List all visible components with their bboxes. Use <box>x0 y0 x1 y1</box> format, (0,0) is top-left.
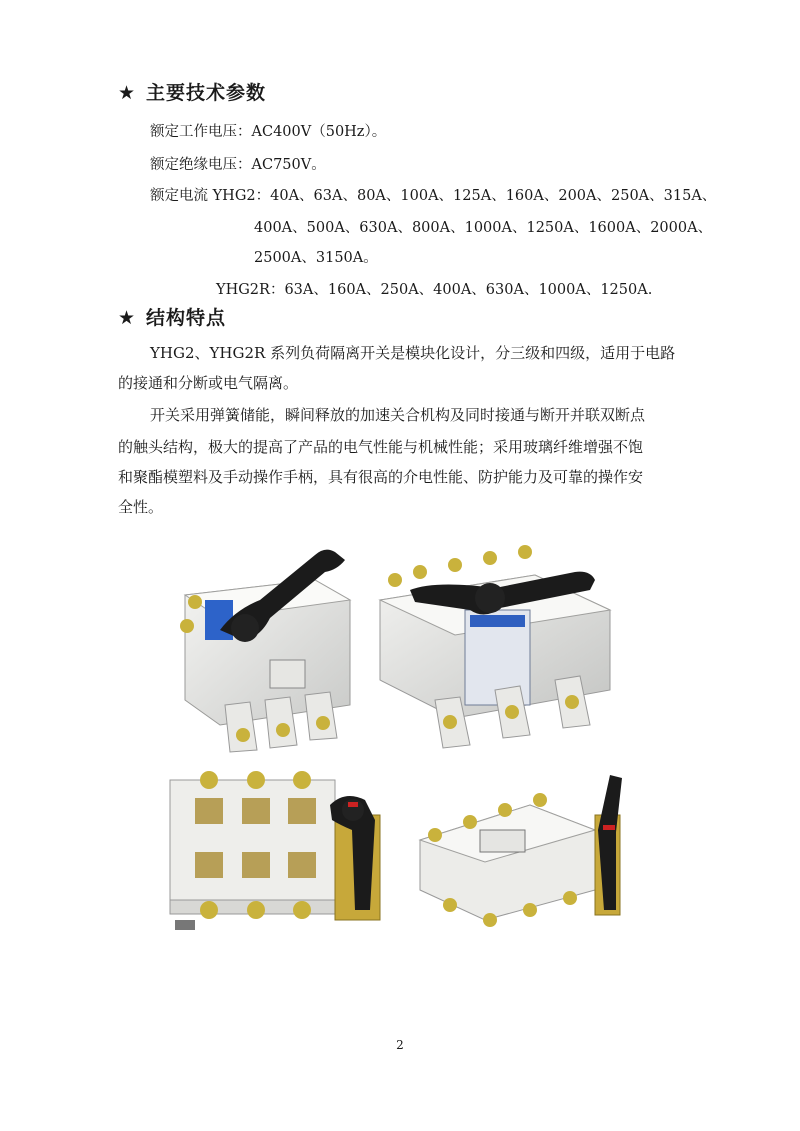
star-icon: ★ <box>118 82 137 104</box>
product-photo-switch-1 <box>165 540 385 755</box>
paragraph-line: 开关采用弹簧储能，瞬间释放的加速关合机构及同时接通与断开并联双断点 <box>150 406 646 424</box>
product-photo-switch-2 <box>375 540 620 750</box>
section-title: 结构特点 <box>146 307 227 329</box>
section-heading-structure <box>118 303 226 330</box>
star-icon: ★ <box>118 307 137 329</box>
paragraph-line: YHG2、YHG2R 系列负荷隔离开关是模块化设计，分三级和四级，适用于电路 <box>150 344 676 362</box>
product-photo-switch-3 <box>160 760 400 945</box>
section-heading-tech <box>118 78 266 105</box>
product-photo-switch-4 <box>410 770 630 945</box>
paragraph-line: 的触头结构，极大的提高了产品的电气性能与机械性能；采用玻璃纤维增强不饱 <box>118 438 644 456</box>
section-title: 主要技术参数 <box>146 82 267 104</box>
param-line: 额定电流 YHG2：40A、63A、80A、100A、125A、160A、200A、250A、315A、 <box>150 188 717 204</box>
paragraph-line: 的接通和分断或电气隔离。 <box>118 374 299 392</box>
param-line: 2500A、3150A。 <box>254 250 378 266</box>
paragraph-line: 全性。 <box>118 498 164 516</box>
param-line: 400A、500A、630A、800A、1000A、1250A、1600A、2000A、 <box>254 220 713 236</box>
page-number: 2 <box>396 1038 404 1052</box>
param-line: 额定工作电压：AC400V（50Hz）。 <box>150 124 387 140</box>
paragraph-line: 和聚酯模塑料及手动操作手柄，具有很高的介电性能、防护能力及可靠的操作安 <box>118 468 644 486</box>
param-line: 额定绝缘电压：AC750V。 <box>150 157 326 173</box>
param-line: YHG2R：63A、160A、250A、400A、630A、1000A、1250A. <box>216 282 653 298</box>
